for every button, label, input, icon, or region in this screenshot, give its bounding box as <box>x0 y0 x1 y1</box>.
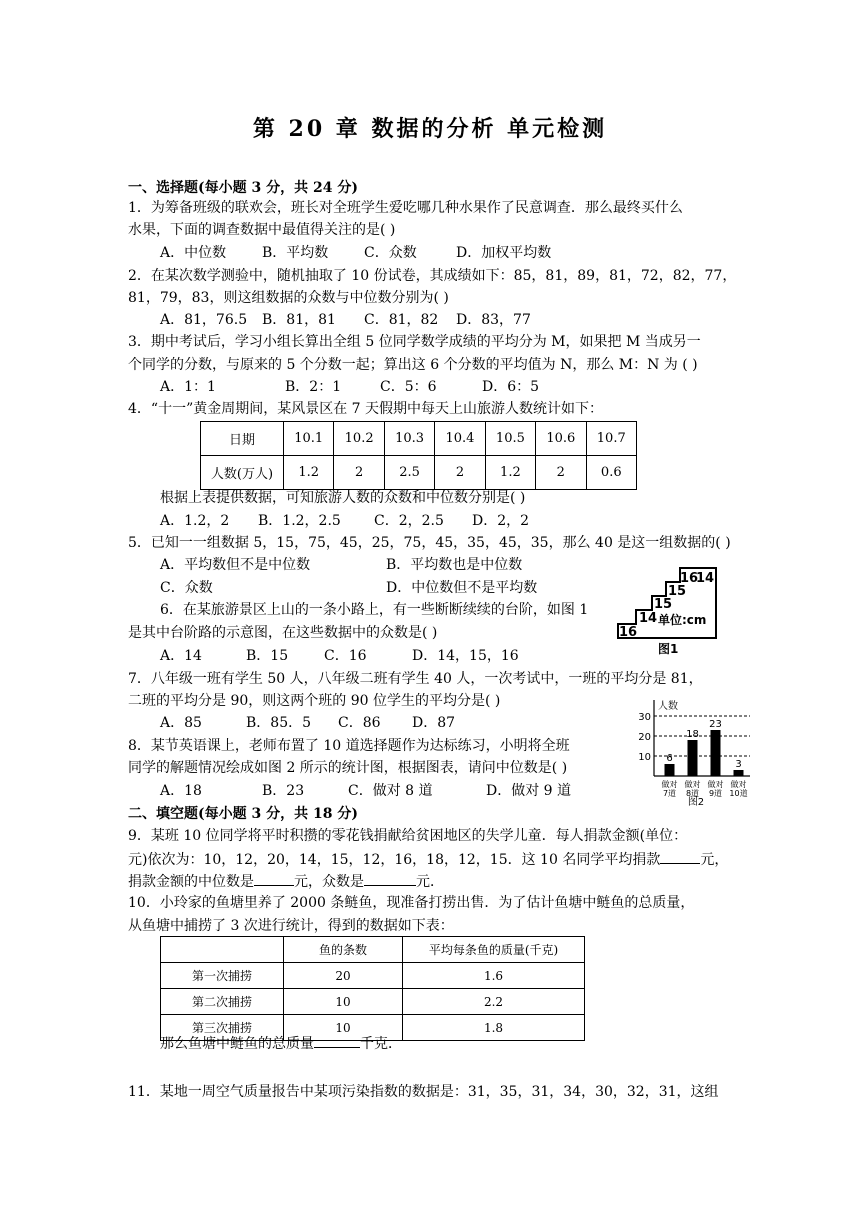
table-cell: 10 <box>284 989 403 1015</box>
q7-option-b: B．85．5 <box>246 715 312 731</box>
q7-text-cont: 二班的平均分是 90，则这两个班的 90 位学生的平均分是( ) <box>128 693 501 709</box>
table-cell: 第一次捕捞 <box>161 963 284 989</box>
q6-option-c: C．16 <box>324 648 367 664</box>
q4-option-d: D．2，2 <box>472 513 530 529</box>
step-label: 14 <box>696 571 715 586</box>
bar <box>688 740 698 776</box>
table-cell: 10.5 <box>485 422 535 456</box>
table-cell: 1.8 <box>403 1015 585 1041</box>
bar-value-label: 6 <box>666 753 673 764</box>
table-cell: 第三次捕捞 <box>161 1015 284 1041</box>
x-tick-label: 做对 <box>684 780 701 789</box>
q2-text: 2．在某次数学测验中，随机抽取了 10 份试卷，其成绩如下：85，81，89，81，72，82，77， <box>128 268 737 284</box>
q8-text: 8．某节英语课上，老师布置了 10 道选择题作为达标练习，小明将全班 <box>128 738 570 754</box>
q5-option-b: B．平均数也是中位数 <box>386 557 523 573</box>
q1-text: 1．为筹备班级的联欢会，班长对全班学生爱吃哪几种水果作了民意调查．那么最终买什么 <box>128 200 683 216</box>
y-axis-label: 人数 <box>658 701 678 712</box>
bar <box>734 770 744 776</box>
table-cell: 2 <box>536 456 586 490</box>
q10-text-cont: 从鱼塘中捕捞了 3 次进行统计，得到的数据如下表： <box>128 918 454 934</box>
x-tick-label: 做对 <box>730 780 747 789</box>
x-tick-label: 7道 <box>662 789 677 798</box>
q4-text-cont: 根据上表提供数据，可知旅游人数的众数和中位数分别是( ) <box>160 490 526 506</box>
q9-text-part: 元，众数是 <box>294 874 364 890</box>
x-tick-label: 8道 <box>685 789 700 798</box>
step-label: 15 <box>654 597 673 612</box>
q8-text-cont: 同学的解题情况绘成如图 2 所示的统计图，根据图表，请问中位数是( ) <box>128 760 568 776</box>
table-cell: 10 <box>284 1015 403 1041</box>
q2-text-cont: 81，79，83，则这组数据的众数与中位数分别为( ) <box>128 290 449 306</box>
table-row <box>161 963 585 989</box>
q8-option-d: D．做对 9 道 <box>486 783 572 799</box>
unit-label: 单位:cm <box>658 613 707 627</box>
q7-option-d: D．87 <box>412 715 456 731</box>
page-title: 第 20 章 数据的分析 单元检测 <box>252 116 608 142</box>
q1-option-d: D．加权平均数 <box>456 245 552 261</box>
q4-option-a: A．1.2，2 <box>160 513 230 529</box>
q7-text: 7．八年级一班有学生 50 人，八年级二班有学生 40 人，一次考试中，一班的平均分是 81， <box>128 671 703 687</box>
table-cell: 0.6 <box>586 456 636 490</box>
table-cell <box>161 937 284 963</box>
step-label: 14 <box>639 611 658 626</box>
q2-option-d: D．83，77 <box>456 312 531 328</box>
x-tick-label: 做对 <box>707 780 724 789</box>
table-cell: 10.2 <box>334 422 384 456</box>
q9-text-part: 元， <box>700 852 729 868</box>
q8-option-b: B．23 <box>262 783 305 799</box>
q2-option-b: B．81，81 <box>262 312 336 328</box>
q2-option-c: C．81，82 <box>364 312 439 328</box>
table-cell: 10.1 <box>284 422 334 456</box>
table-cell: 1.2 <box>485 456 535 490</box>
q11-text: 11．某地一周空气质量报告中某项污染指数的数据是：31，35，31，34，30，32，31，这组 <box>128 1084 719 1100</box>
q4-option-c: C．2，2.5 <box>374 513 444 529</box>
answer-blank[interactable] <box>314 1033 360 1048</box>
q1-option-c: C．众数 <box>364 245 417 261</box>
q7-option-c: C．86 <box>338 715 381 731</box>
table-cell: 鱼的条数 <box>284 937 403 963</box>
table-row <box>161 937 585 963</box>
q6-text-cont: 是其中台阶路的示意图，在这些数据中的众数是( ) <box>128 625 438 641</box>
q5-text: 5．已知一一组数据 5，15，75，45，25，75，45，35，45，35，那么 40 是这一组数据的( ) <box>128 535 731 551</box>
q8-option-a: A．18 <box>160 783 202 799</box>
table-cell: 20 <box>284 963 403 989</box>
x-tick-label: 9道 <box>708 789 723 798</box>
y-tick-label: 20 <box>638 732 651 743</box>
table-cell: 2 <box>334 456 384 490</box>
bar-value-label: 18 <box>686 729 699 740</box>
q9-text-cont <box>128 849 728 870</box>
x-tick-label: 做对 <box>661 780 678 789</box>
q10-text-cont2 <box>160 1033 402 1054</box>
q9-text-part: 元)依次为：10，12，20，14，15，12，16，18，12，15．这 10 名同学平均捐款 <box>128 852 661 868</box>
q10-text-part: 千克． <box>360 1036 402 1052</box>
figure-1-staircase <box>612 564 722 656</box>
q1-option-a: A．中位数 <box>160 245 227 261</box>
table-cell: 2 <box>435 456 485 490</box>
bar-value-label: 3 <box>735 759 742 770</box>
table-cell: 日期 <box>201 422 284 456</box>
table-cell: 10.4 <box>435 422 485 456</box>
q6-option-a: A．14 <box>160 648 202 664</box>
bar-value-label: 23 <box>709 719 722 730</box>
figure-2-bar-chart <box>624 696 754 808</box>
section-heading-choice: 一、选择题(每小题 3 分，共 24 分) <box>128 180 358 196</box>
q10-text-part: 那么鱼塘中鲢鱼的总质量 <box>160 1036 314 1052</box>
y-tick-label: 10 <box>638 752 651 763</box>
table-cell: 2.5 <box>384 456 434 490</box>
q3-option-b: B．2：1 <box>285 379 342 395</box>
q3-option-a: A．1：1 <box>160 379 216 395</box>
q1-text-cont: 水果，下面的调查数据中最值得关注的是( ) <box>128 222 396 238</box>
q4-option-b: B．1.2，2.5 <box>258 513 341 529</box>
section-heading-fill: 二、填空题(每小题 3 分，共 18 分) <box>128 806 358 822</box>
q9-text-part: 元． <box>416 874 444 890</box>
q9-text: 9．某班 10 位同学将平时积攒的零花钱捐献给贫困地区的失学儿童．每人捐款金额(单位： <box>128 828 688 844</box>
q5-option-d: D．中位数但不是平均数 <box>386 580 538 596</box>
table-row <box>201 422 637 456</box>
q3-text: 3．期中考试后，学习小组长算出全组 5 位同学数学成绩的平均分为 M，如果把 M 当成另一 <box>128 334 701 350</box>
fish-table <box>160 936 585 1041</box>
answer-blank[interactable] <box>660 849 700 864</box>
q4-text: 4．“十一”黄金周期间，某风景区在 7 天假期中每天上山旅游人数统计如下： <box>128 401 604 417</box>
bar <box>665 764 675 776</box>
q2-option-a: A．81，76.5 <box>160 312 248 328</box>
q9-text-part: 捐款金额的中位数是 <box>128 874 254 890</box>
table-cell: 平均每条鱼的质量(千克) <box>403 937 585 963</box>
x-tick-label: 10道 <box>729 789 748 798</box>
q10-text: 10．小玲家的鱼塘里养了 2000 条鲢鱼，现准备打捞出售．为了估计鱼塘中鲢鱼的总质量， <box>128 895 695 911</box>
q5-option-a: A．平均数但不是中位数 <box>160 557 311 573</box>
figure-caption: 图1 <box>658 642 679 656</box>
tourist-table <box>200 421 637 490</box>
bar <box>711 730 721 776</box>
table-cell: 1.2 <box>284 456 334 490</box>
step-label: 16 <box>619 625 638 640</box>
q6-option-b: B．15 <box>246 648 289 664</box>
q6-option-d: D．14，15，16 <box>412 648 519 664</box>
figure-caption: 图2 <box>687 797 705 808</box>
q8-option-c: C．做对 8 道 <box>348 783 433 799</box>
q5-option-c: C．众数 <box>160 580 213 596</box>
table-cell: 第二次捕捞 <box>161 989 284 1015</box>
q6-text: 6．在某旅游景区上山的一条小路上，有一些断断续续的台阶，如图 1 <box>160 602 589 618</box>
q9-text-cont2 <box>128 871 444 892</box>
y-tick-label: 30 <box>638 712 651 723</box>
table-cell: 2.2 <box>403 989 585 1015</box>
table-cell: 10.7 <box>586 422 636 456</box>
table-cell: 10.3 <box>384 422 434 456</box>
answer-blank[interactable] <box>254 871 294 886</box>
answer-blank[interactable] <box>364 871 416 886</box>
step-label: 16 <box>680 571 699 586</box>
table-cell: 人数(万人) <box>201 456 284 490</box>
table-row <box>201 456 637 490</box>
table-cell: 10.6 <box>536 422 586 456</box>
q3-text-cont: 个同学的分数，与原来的 5 个分数一起；算出这 6 个分数的平均值为 N，那么 M：N 为 ( ) <box>128 357 698 373</box>
step-label: 15 <box>668 584 687 599</box>
q1-option-b: B．平均数 <box>262 245 329 261</box>
table-cell: 1.6 <box>403 963 585 989</box>
table-row <box>161 989 585 1015</box>
q3-option-c: C．5：6 <box>380 379 437 395</box>
q7-option-a: A．85 <box>160 715 202 731</box>
q3-option-d: D．6：5 <box>482 379 540 395</box>
